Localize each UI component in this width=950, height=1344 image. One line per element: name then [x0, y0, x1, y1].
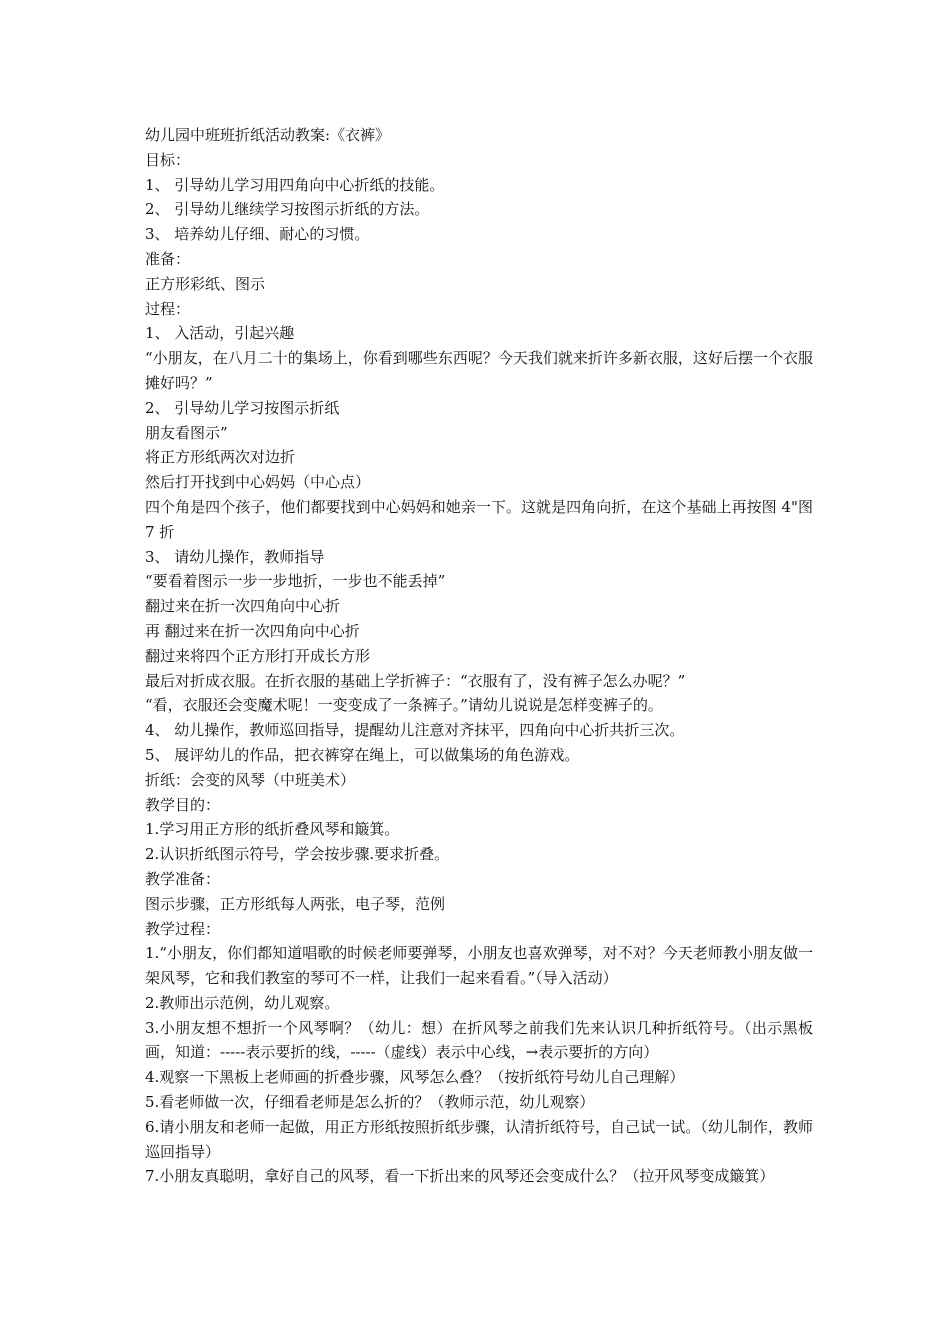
- process-step-4: 4、 幼儿操作，教师巡回指导，提醒幼儿注意对齐抹平，四角向中心折共折三次。: [145, 721, 685, 740]
- section-heading-goals: 目标：: [145, 150, 191, 169]
- process-step-2: 2、 引导幼儿学习按图示折纸: [145, 398, 340, 417]
- process-step-1: 1、 入活动，引起兴趣: [145, 324, 295, 343]
- preparation-text: 正方形彩纸、图示: [145, 274, 266, 293]
- section-heading-preparation: 准备：: [145, 249, 191, 268]
- teaching-preparation-text: 图示步骤，正方形纸每人两张，电子琴，范例: [145, 894, 446, 913]
- goal-item-1: 1、 引导幼儿学习用四角向中心折纸的技能。: [145, 175, 445, 194]
- teaching-step-2: 2.教师出示范例，幼儿观察。: [145, 993, 340, 1012]
- process-step-3: 3、 请幼儿操作，教师指导: [145, 547, 325, 566]
- teaching-step-1: 1.“小朋友，你们都知道唱歌的时候老师要弹琴，小朋友也喜欢弹琴，对不对？今天老师教小朋友做一架风琴，它和我们教室的琴可不一样，让我们一起来看看。”（导入活动）: [145, 944, 813, 988]
- teaching-step-3: 3.小朋友想不想折一个风琴啊？（幼儿：想）在折风琴之前我们先来认识几种折纸符号。（出示黑板画，知道：-----表示要折的线，-----（虚线）表示中心线，→表示要折的方向）: [145, 1018, 813, 1062]
- process-paragraph: 翻过来将四个正方形打开成长方形: [145, 646, 371, 665]
- process-paragraph: 将正方形纸两次对边折: [145, 448, 296, 467]
- teaching-step-5: 5.看老师做一次，仔细看老师是怎么折的？（教师示范，幼儿观察）: [145, 1093, 595, 1112]
- process-paragraph: 再 翻过来在折一次四角向中心折: [145, 621, 360, 640]
- teaching-step-4: 4.观察一下黑板上老师画的折叠步骤，风琴怎么叠？（按折纸符号幼儿自己理解）: [145, 1068, 685, 1087]
- goal-item-2: 2、 引导幼儿继续学习按图示折纸的方法。: [145, 200, 430, 219]
- section-heading-teaching-preparation: 教学准备：: [145, 869, 221, 888]
- teaching-step-7: 7.小朋友真聪明，拿好自己的风琴，看一下折出来的风琴还会变成什么？（拉开风琴变成簸箕）: [145, 1167, 775, 1186]
- process-paragraph: “要看着图示一步一步地折，一步也不能丢掉”: [145, 572, 446, 591]
- process-paragraph: “小朋友，在八月二十的集场上，你看到哪些东西呢？今天我们就来折许多新衣服，这好后摆一个衣服摊好吗？”: [145, 349, 813, 392]
- section-heading-teaching-goals: 教学目的：: [145, 795, 221, 814]
- teaching-goal-1: 1.学习用正方形的纸折叠风琴和簸箕。: [145, 820, 400, 839]
- process-paragraph: 最后对折成衣服。在折衣服的基础上学折裤子：“衣服有了，没有裤子怎么办呢？”: [145, 671, 686, 690]
- document-page: [145, 123, 813, 1189]
- process-paragraph: 四个角是四个孩子，他们都要找到中心妈妈和她亲一下。这就是四角向折，在这个基础上再按图 4"图 7 折: [145, 497, 813, 541]
- section-heading-process: 过程：: [145, 299, 191, 318]
- second-lesson-title: 折纸：会变的风琴（中班美术）: [145, 770, 356, 789]
- process-paragraph: 翻过来在折一次四角向中心折: [145, 597, 341, 616]
- process-paragraph: “看，衣服还会变魔术呢！一变变成了一条裤子。”请幼儿说说是怎样变裤子的。: [145, 696, 663, 715]
- section-heading-teaching-process: 教学过程：: [145, 919, 221, 938]
- goal-item-3: 3、 培养幼儿仔细、耐心的习惯。: [145, 225, 370, 244]
- document-title: 幼儿园中班班折纸活动教案:《衣裤》: [145, 126, 391, 144]
- process-step-5: 5、 展评幼儿的作品，把衣裤穿在绳上，可以做集场的角色游戏。: [145, 745, 580, 764]
- teaching-goal-2: 2.认识折纸图示符号，学会按步骤.要求折叠。: [145, 845, 450, 864]
- teaching-step-6: 6.请小朋友和老师一起做，用正方形纸按照折纸步骤，认清折纸符号，自己试一试。（幼儿制作，教师巡回指导）: [145, 1117, 813, 1161]
- process-paragraph: 然后打开找到中心妈妈（中心点）: [145, 473, 371, 492]
- process-paragraph: 朋友看图示”: [145, 423, 228, 442]
